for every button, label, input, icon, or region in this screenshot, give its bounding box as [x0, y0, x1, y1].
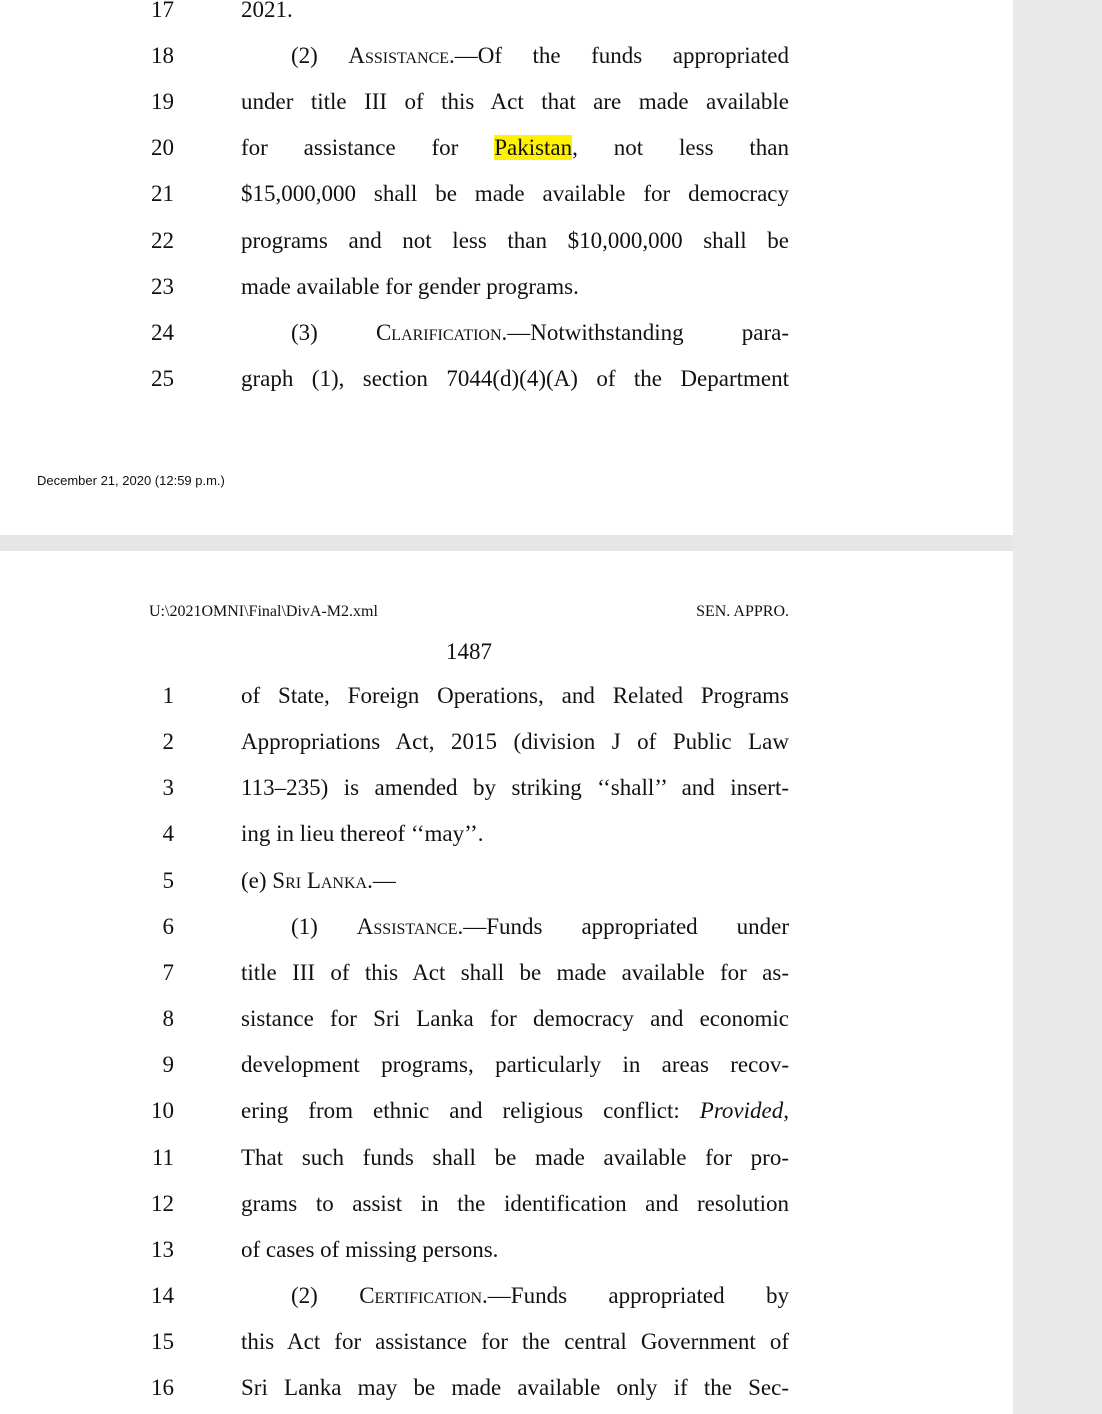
- line-number: 21: [151, 181, 174, 207]
- line-text: [241, 1142, 789, 1174]
- text-line: [0, 772, 1013, 804]
- text-run: (2): [291, 43, 349, 69]
- text-line: [0, 1280, 1013, 1312]
- text-run: $15,000,000 shall be made available for democracy: [241, 181, 789, 207]
- line-number: 8: [162, 1006, 174, 1032]
- text-run: 113–235) is amended by striking ‘‘shall’’ and insert-: [241, 775, 789, 801]
- text-run: programs and not less than $10,000,000 shall be: [241, 227, 789, 253]
- line-number: 7: [162, 959, 174, 985]
- section-heading: Certification: [359, 1282, 483, 1308]
- text-run: sistance for Sri Lanka for democracy and economic: [241, 1006, 789, 1032]
- text-line: [0, 0, 1013, 26]
- line-text: [241, 865, 789, 897]
- text-run: ,: [783, 1098, 789, 1124]
- line-number: 18: [151, 43, 174, 69]
- text-run: for assistance for: [241, 135, 495, 161]
- search-highlight: Pakistan: [494, 135, 573, 161]
- text-run: Provided: [699, 1098, 784, 1124]
- line-text: [241, 772, 789, 804]
- line-text: [241, 1280, 789, 1312]
- text-run: made available for gender programs.: [241, 273, 579, 299]
- text-line: [0, 1049, 1013, 1081]
- scroll-gutter: [1013, 0, 1102, 1414]
- line-text: [241, 40, 789, 72]
- text-line: [0, 818, 1013, 850]
- text-run: .—Funds appropriated under: [457, 913, 789, 939]
- header-committee: SEN. APPRO.: [696, 603, 789, 620]
- page-number: 1487: [446, 639, 492, 664]
- line-text: [241, 225, 789, 257]
- text-line: [0, 680, 1013, 712]
- text-run: development programs, particularly in areas recov-: [241, 1052, 789, 1078]
- line-number: 4: [162, 821, 174, 847]
- text-run: .—Notwithstanding para-: [501, 319, 789, 345]
- document-page-top: [0, 0, 1013, 535]
- text-line: [0, 1234, 1013, 1266]
- line-text: [241, 0, 789, 26]
- text-run: graph (1), section 7044(d)(4)(A) of the Department: [241, 365, 789, 391]
- line-number: 10: [151, 1098, 174, 1124]
- text-run: ing in lieu thereof ‘‘may’’.: [241, 821, 484, 847]
- line-number: 1: [162, 683, 174, 708]
- text-run: (1): [291, 913, 357, 939]
- line-number: 9: [162, 1052, 174, 1078]
- text-run: Sri Lanka may be made available only if the Sec-: [241, 1375, 789, 1401]
- text-line: [0, 363, 1013, 395]
- text-line: [0, 957, 1013, 989]
- line-text: [241, 726, 789, 758]
- text-run: of State, Foreign Operations, and Related Programs: [241, 683, 789, 708]
- line-number: 16: [151, 1375, 174, 1401]
- line-text: [241, 363, 789, 395]
- text-run: ering from ethnic and religious conflict:: [241, 1098, 700, 1124]
- text-line: [0, 1188, 1013, 1220]
- text-line: [0, 317, 1013, 349]
- text-line: [0, 271, 1013, 303]
- text-line: [0, 86, 1013, 118]
- line-number: 13: [151, 1236, 174, 1262]
- text-run: this Act for assistance for the central Government of: [241, 1329, 789, 1355]
- line-text: [241, 818, 789, 850]
- line-text: [241, 1188, 789, 1220]
- header-file-path: U:\2021OMNI\Final\DivA-M2.xml: [149, 603, 378, 620]
- line-number: 12: [151, 1190, 174, 1216]
- text-run: .—Of the funds appropriated: [449, 43, 789, 69]
- line-number: 19: [151, 89, 174, 115]
- line-text: [241, 1372, 789, 1404]
- text-line: [0, 1326, 1013, 1358]
- line-text: [241, 1326, 789, 1358]
- text-run: 2021.: [241, 0, 293, 22]
- line-number: 15: [151, 1329, 174, 1355]
- text-run: .—Funds appropriated by: [482, 1282, 789, 1308]
- line-text: [241, 317, 789, 349]
- text-line: [0, 1372, 1013, 1404]
- line-text: [241, 680, 789, 712]
- text-line: [0, 40, 1013, 72]
- line-text: [241, 957, 789, 989]
- text-line: [0, 726, 1013, 758]
- text-line: [0, 1003, 1013, 1035]
- text-run: title III of this Act shall be made available for as-: [241, 959, 789, 985]
- line-number: 25: [151, 365, 174, 391]
- line-number: 5: [162, 867, 174, 893]
- section-heading: Sri Lanka: [272, 867, 368, 893]
- line-text: [241, 1049, 789, 1081]
- document-page-bottom: [0, 551, 1013, 1414]
- text-line: [0, 911, 1013, 943]
- footer-date: December 21, 2020 (12:59 p.m.): [37, 473, 225, 488]
- text-run: .—: [367, 867, 396, 893]
- line-number: 2: [162, 729, 174, 755]
- line-text: [241, 86, 789, 118]
- text-run: Appropriations Act, 2015 (division J of Public Law: [241, 729, 789, 755]
- section-heading: Assistance: [348, 43, 450, 69]
- line-text: [241, 132, 789, 164]
- line-text: [241, 178, 789, 210]
- text-run: (2): [291, 1282, 360, 1308]
- text-line: [0, 1142, 1013, 1174]
- text-line: [0, 132, 1013, 164]
- line-number: 17: [151, 0, 174, 22]
- text-run: (3): [291, 319, 376, 345]
- line-number: 23: [151, 273, 174, 299]
- line-number: 3: [162, 775, 174, 801]
- text-line: [0, 865, 1013, 897]
- text-line: [0, 225, 1013, 257]
- line-text: [241, 1095, 789, 1127]
- line-text: [241, 271, 789, 303]
- text-run: of cases of missing persons.: [241, 1236, 499, 1262]
- line-number: 24: [151, 319, 174, 345]
- text-line: [0, 178, 1013, 210]
- line-text: [241, 1234, 789, 1266]
- line-number: 20: [151, 135, 174, 161]
- text-run: (e): [241, 867, 273, 893]
- text-line: [0, 1095, 1013, 1127]
- text-run: , not less than: [572, 135, 789, 161]
- line-number: 22: [151, 227, 174, 253]
- line-number: 14: [151, 1282, 174, 1308]
- text-run: grams to assist in the identification and resolution: [241, 1190, 789, 1216]
- section-heading: Clarification: [375, 319, 502, 345]
- line-text: [241, 1003, 789, 1035]
- text-run: That such funds shall be made available for pro-: [241, 1144, 789, 1170]
- line-number: 6: [162, 913, 174, 939]
- section-heading: Assistance: [356, 913, 458, 939]
- text-run: under title III of this Act that are made available: [241, 89, 789, 115]
- line-text: [241, 911, 789, 943]
- line-number: 11: [151, 1144, 174, 1170]
